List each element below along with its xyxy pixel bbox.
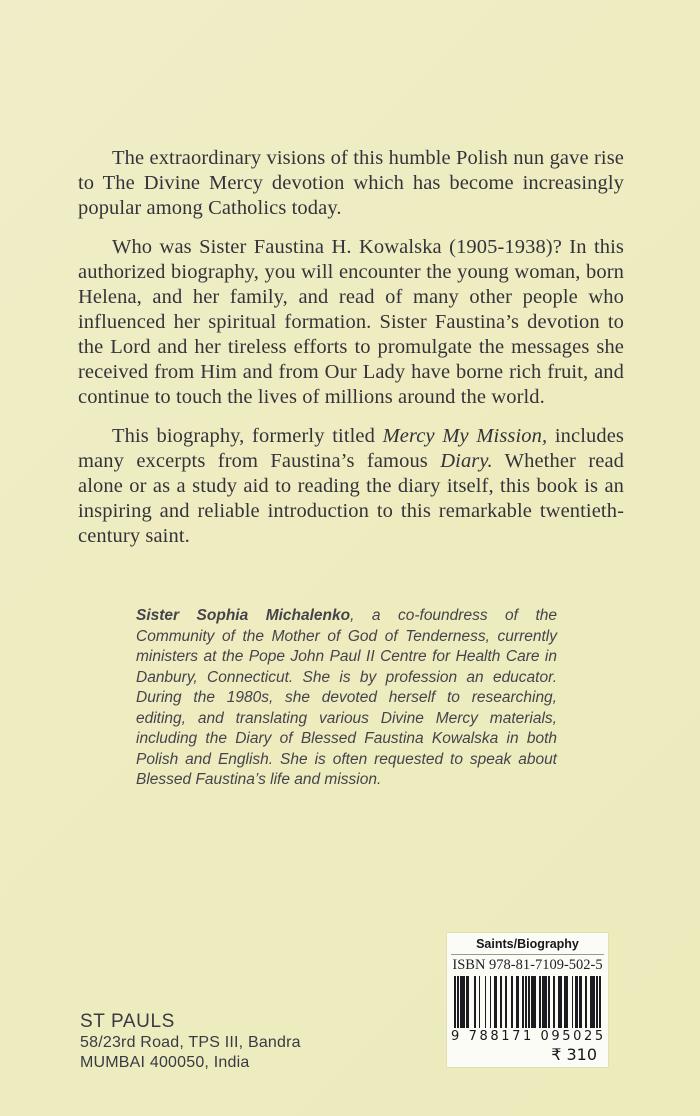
author-name: Sister Sophia Michalenko (136, 607, 351, 624)
price-label: ₹ 310 (551, 1045, 597, 1064)
isbn-label: ISBN 978-81-7109-502-5 (452, 957, 603, 973)
italic-title-diary: Diary. (440, 450, 493, 472)
author-bio-text: , a co-foundress of the Community of the Mother of God of Tenderness, currently ministers at the Pope John Paul II Centre for Health Care in Danbury, Connecticut. She is by profession an educator. During the 1980s, she devoted herself to researching, editing, and translating various Divine Mercy materials, including the Diary of Blessed Faustina Kowalska in both Polish and English. She is often requested to speak about Blessed Faustina’s life and mission. (136, 607, 557, 788)
publisher-name: ST PAULS (80, 1011, 175, 1032)
publisher-address-line-2: MUMBAI 400050, India (80, 1053, 250, 1071)
ean-barcode (454, 976, 601, 1028)
blurb-section (78, 146, 624, 563)
blurb-paragraph-3 (78, 424, 624, 549)
blurb-paragraph-2: Who was Sister Faustina H. Kowalska (1905-1938)? In this authorized biography, you will encounter the young woman, born Helena, and her family, and read of many other people who influenced her spiritual formation. Sister Faustina’s devotion to the Lord and her tireless efforts to promulgate the messages she received from Him and from Our Lady have borne rich fruit, and continue to touch the lives of millions around the world. (78, 236, 624, 408)
blurb-paragraph-3-text: Whether read alone or as a study aid to reading the diary itself, this book is an inspiring and reliable introduction to this remarkable twentieth-century saint. (78, 450, 624, 547)
blurb-paragraph-1: The extraordinary visions of this humble Polish nun gave rise to The Divine Mercy devotion which has become increasingly popular among Catholics today. (78, 147, 624, 219)
barcode-box (447, 933, 608, 1067)
blurb-paragraph-3-text: includes many excerpts from Faustina’s famous (78, 425, 625, 472)
italic-title-mercy-my-mission: Mercy My Mission, (382, 425, 548, 447)
blurb-paragraph-3-text: This biography, formerly titled (112, 425, 383, 447)
ean-digits: 9 788171 095025 (451, 1029, 606, 1044)
publisher-block (80, 1011, 301, 1072)
author-bio (136, 606, 557, 791)
category-label: Saints/Biography (476, 937, 579, 951)
publisher-address-line-1: 58/23rd Road, TPS III, Bandra (80, 1034, 301, 1051)
